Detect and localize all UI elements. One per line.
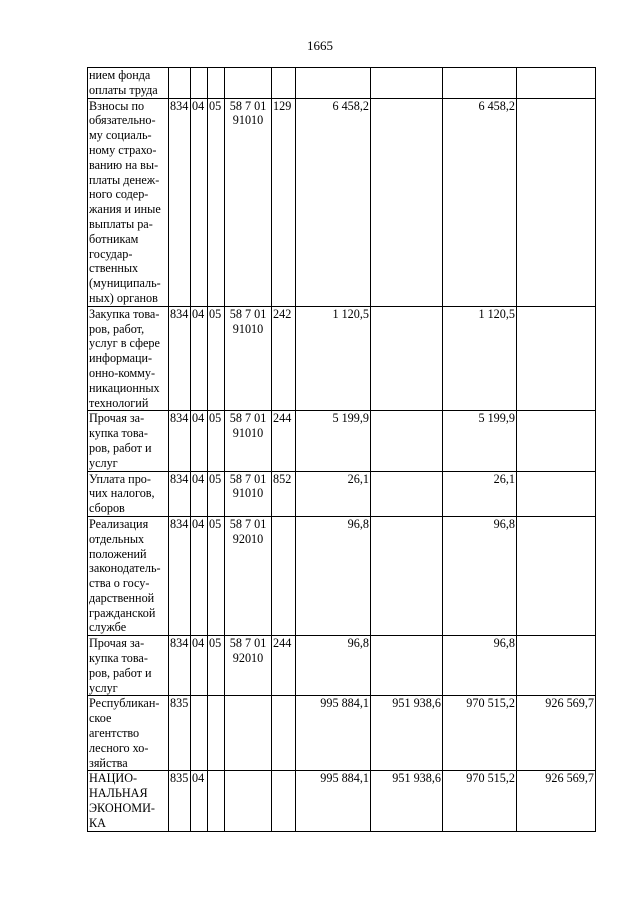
item-name-line: оплаты труда [89, 82, 158, 97]
cell-target-article [225, 306, 272, 411]
item-name-line: му социаль- [89, 128, 152, 143]
cell-amount-4 [517, 98, 596, 306]
cell-grbs: 834 [169, 411, 191, 471]
item-name-line: ного содер- [89, 187, 149, 202]
cell-amount-3: 96,8 [443, 636, 517, 696]
target-article-line: 58 7 01 [229, 306, 267, 321]
cell-podrazdel: 05 [208, 636, 225, 696]
cell-razdel: 04 [191, 771, 208, 831]
cell-target-article [225, 98, 272, 306]
cell-expense-type: 244 [272, 411, 296, 471]
cell-amount-4 [517, 636, 596, 696]
cell-razdel [191, 68, 208, 99]
cell-amount-4 [517, 306, 596, 411]
cell-amount-1: 995 884,1 [296, 771, 371, 831]
item-name-line: дарственной [89, 590, 155, 605]
cell-amount-1 [296, 68, 371, 99]
item-name-line: информаци- [89, 351, 153, 366]
item-name-line: платы денеж- [89, 172, 160, 187]
cell-amount-4: 926 569,7 [517, 771, 596, 831]
cell-razdel [191, 696, 208, 771]
cell-grbs: 834 [169, 516, 191, 635]
item-name-line: ственных [89, 261, 139, 276]
cell-amount-1: 96,8 [296, 516, 371, 635]
cell-item-name [88, 68, 169, 99]
item-name-line: гражданской [89, 605, 156, 620]
item-name-line: Прочая за- [89, 636, 145, 651]
cell-expense-type [272, 68, 296, 99]
cell-item-name [88, 636, 169, 696]
item-name-line: лесного хо- [89, 740, 149, 755]
item-name-line: купка това- [89, 651, 148, 666]
cell-grbs: 835 [169, 696, 191, 771]
cell-amount-2: 951 938,6 [371, 696, 443, 771]
page-number: 1665 [307, 38, 333, 53]
item-name-line: Реализация [89, 516, 149, 531]
cell-grbs: 834 [169, 306, 191, 411]
item-name-line: ному страхо- [89, 142, 157, 157]
table-row [88, 516, 596, 635]
item-name-line: никационных [89, 380, 160, 395]
cell-grbs: 835 [169, 771, 191, 831]
cell-amount-3: 5 199,9 [443, 411, 517, 471]
cell-grbs [169, 68, 191, 99]
target-article-line: 58 7 01 [229, 471, 267, 486]
table-row [88, 411, 596, 471]
cell-amount-4 [517, 516, 596, 635]
item-name-line: услуг [89, 680, 118, 695]
item-name-line: технологий [89, 395, 149, 410]
cell-target-article [225, 636, 272, 696]
cell-razdel: 04 [191, 98, 208, 306]
item-name-line: Уплата про- [89, 471, 151, 486]
cell-amount-3: 1 120,5 [443, 306, 517, 411]
cell-razdel: 04 [191, 516, 208, 635]
target-article-line: 92010 [232, 651, 264, 666]
item-name-line: Республикан- [89, 696, 160, 711]
target-article-line: 58 7 01 [229, 98, 267, 113]
cell-razdel: 04 [191, 411, 208, 471]
cell-amount-1: 5 199,9 [296, 411, 371, 471]
cell-amount-4 [517, 68, 596, 99]
cell-amount-1: 96,8 [296, 636, 371, 696]
cell-amount-4: 926 569,7 [517, 696, 596, 771]
cell-expense-type: 852 [272, 471, 296, 516]
table-body [88, 68, 596, 832]
item-name-line: ров, работ, [89, 321, 145, 336]
item-name-line: Закупка това- [89, 306, 160, 321]
table-row [88, 771, 596, 831]
item-name-line: ров, работ и [89, 665, 152, 680]
table-row [88, 696, 596, 771]
target-article-line: 58 7 01 [229, 411, 267, 426]
cell-target-article [225, 68, 272, 99]
item-name-line: Взносы по [89, 98, 145, 113]
item-name-line: нием фонда [89, 68, 151, 82]
item-name-line: сборов [89, 501, 125, 516]
cell-amount-1: 1 120,5 [296, 306, 371, 411]
table-row [88, 306, 596, 411]
cell-amount-1: 26,1 [296, 471, 371, 516]
target-article-line: 91010 [232, 113, 264, 128]
item-name-line: выплаты ра- [89, 216, 153, 231]
cell-amount-2 [371, 516, 443, 635]
item-name-line: службе [89, 620, 127, 635]
cell-amount-3: 970 515,2 [443, 771, 517, 831]
item-name-line: ванию на вы- [89, 157, 159, 172]
cell-podrazdel: 05 [208, 411, 225, 471]
cell-amount-4 [517, 471, 596, 516]
cell-expense-type [272, 771, 296, 831]
item-name-line: купка това- [89, 426, 148, 441]
cell-podrazdel: 05 [208, 516, 225, 635]
target-article-line: 91010 [232, 321, 264, 336]
cell-amount-2: 951 938,6 [371, 771, 443, 831]
cell-podrazdel [208, 771, 225, 831]
target-article-line: 58 7 01 [229, 516, 267, 531]
item-name-line: зяйства [89, 755, 128, 770]
cell-grbs: 834 [169, 636, 191, 696]
cell-podrazdel [208, 68, 225, 99]
item-name-line: обязательно- [89, 113, 156, 128]
cell-item-name [88, 471, 169, 516]
item-name-line: КА [89, 815, 106, 830]
target-article-line: 58 7 01 [229, 636, 267, 651]
target-article-line: 92010 [232, 531, 264, 546]
item-name-line: ных) органов [89, 290, 158, 305]
budget-table [87, 67, 596, 832]
cell-item-name [88, 771, 169, 831]
cell-item-name [88, 98, 169, 306]
cell-grbs: 834 [169, 471, 191, 516]
table-row [88, 471, 596, 516]
cell-item-name [88, 411, 169, 471]
cell-amount-2 [371, 471, 443, 516]
cell-razdel: 04 [191, 471, 208, 516]
cell-podrazdel [208, 696, 225, 771]
item-name-line: услуг [89, 455, 118, 470]
target-article-line: 91010 [232, 426, 264, 441]
cell-expense-type [272, 516, 296, 635]
item-name-line: государ- [89, 246, 133, 261]
item-name-line: ров, работ и [89, 440, 152, 455]
item-name-line: ЭКОНОМИ- [89, 801, 155, 816]
item-name-line: (муниципаль- [89, 276, 161, 291]
cell-razdel: 04 [191, 636, 208, 696]
cell-amount-1: 995 884,1 [296, 696, 371, 771]
cell-expense-type [272, 696, 296, 771]
cell-expense-type: 242 [272, 306, 296, 411]
cell-amount-4 [517, 411, 596, 471]
cell-item-name [88, 306, 169, 411]
cell-item-name [88, 516, 169, 635]
cell-item-name [88, 696, 169, 771]
item-name-line: агентство [89, 726, 140, 741]
item-name-line: чих налогов, [89, 486, 155, 501]
cell-amount-2 [371, 306, 443, 411]
cell-target-article [225, 471, 272, 516]
item-name-line: НАЦИО- [89, 771, 138, 786]
target-article-line: 91010 [232, 486, 264, 501]
cell-podrazdel: 05 [208, 306, 225, 411]
cell-target-article [225, 411, 272, 471]
cell-amount-2 [371, 68, 443, 99]
cell-amount-2 [371, 636, 443, 696]
cell-expense-type: 244 [272, 636, 296, 696]
item-name-line: положений [89, 546, 147, 561]
cell-target-article [225, 696, 272, 771]
item-name-line: онно-комму- [89, 365, 156, 380]
item-name-line: НАЛЬНАЯ [89, 786, 148, 801]
cell-expense-type: 129 [272, 98, 296, 306]
item-name-line: услуг в сфере [89, 336, 160, 351]
cell-amount-3: 970 515,2 [443, 696, 517, 771]
table-row [88, 68, 596, 99]
cell-razdel: 04 [191, 306, 208, 411]
cell-amount-3: 96,8 [443, 516, 517, 635]
item-name-line: ское [89, 711, 112, 726]
item-name-line: законодатель- [89, 561, 161, 576]
cell-target-article [225, 516, 272, 635]
cell-amount-3: 6 458,2 [443, 98, 517, 306]
cell-grbs: 834 [169, 98, 191, 306]
cell-podrazdel: 05 [208, 471, 225, 516]
cell-amount-2 [371, 411, 443, 471]
item-name-line: ства о госу- [89, 576, 150, 591]
item-name-line: Прочая за- [89, 411, 145, 426]
cell-amount-3 [443, 68, 517, 99]
cell-amount-1: 6 458,2 [296, 98, 371, 306]
item-name-line: ботникам [89, 231, 139, 246]
cell-amount-3: 26,1 [443, 471, 517, 516]
cell-podrazdel: 05 [208, 98, 225, 306]
table-row [88, 636, 596, 696]
item-name-line: жания и иные [89, 202, 161, 217]
cell-amount-2 [371, 98, 443, 306]
cell-target-article [225, 771, 272, 831]
table-row [88, 98, 596, 306]
item-name-line: отдельных [89, 531, 145, 546]
